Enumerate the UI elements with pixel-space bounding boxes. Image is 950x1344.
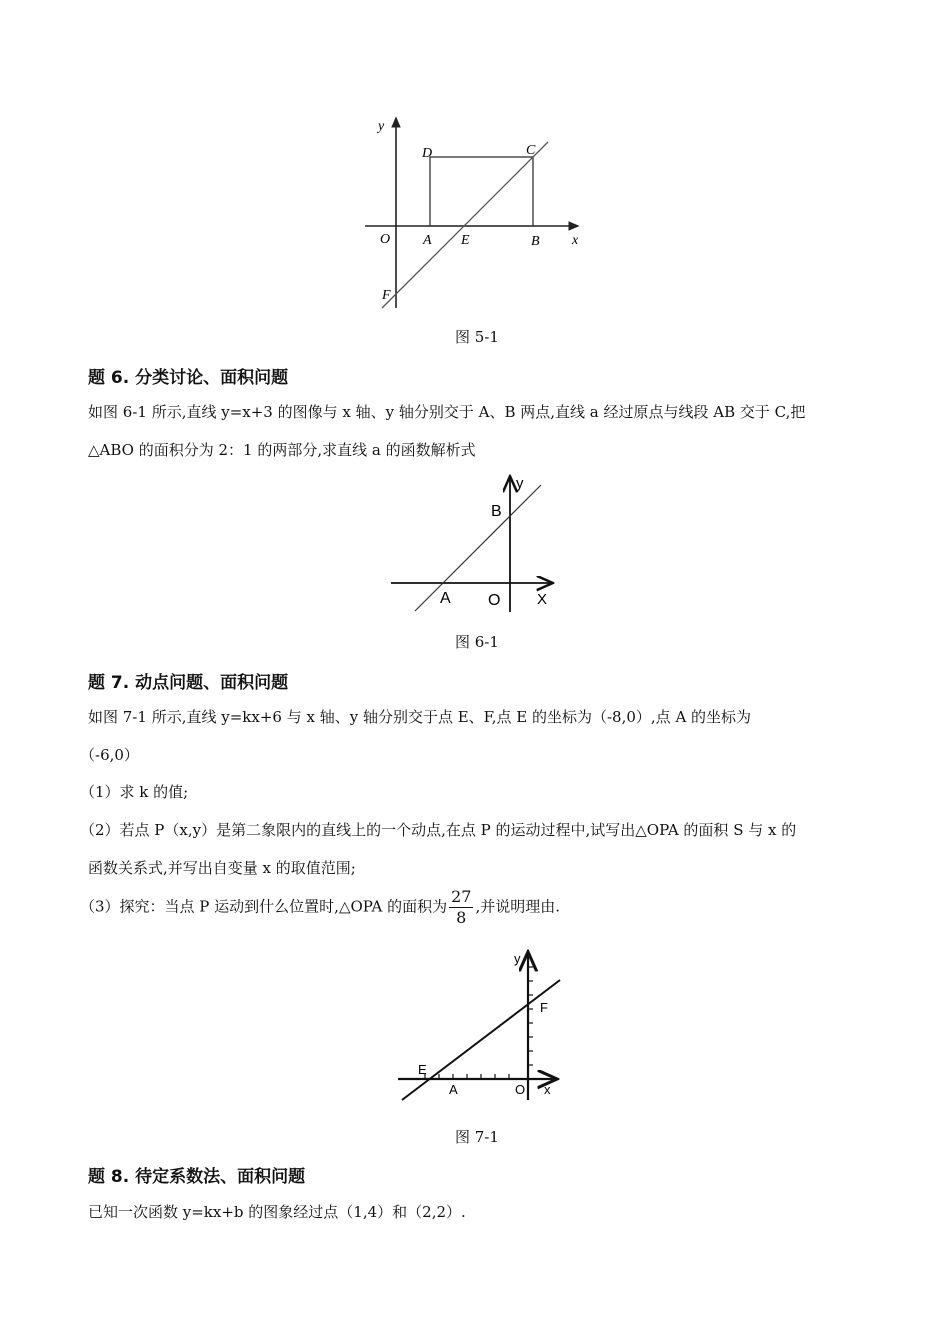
problem-7-question-2a: （2）若点 P（x,y）是第二象限内的直线上的一个动点,在点 P 的运动过程中,试写出△OPA 的面积 S 与 x 的 [80, 821, 797, 839]
question-3-text: （3）探究：当点 P 运动到什么位置时,△OPA 的面积为 [80, 897, 448, 916]
problem-8-line-1: 已知一次函数 y=kx+b 的图象经过点（1,4）和（2,2）. [88, 1203, 466, 1221]
figure-5-1-caption: 图 5-1 [455, 328, 499, 346]
problem-7-question-1: （1）求 k 的值; [80, 783, 189, 801]
figure-6-1 [385, 472, 565, 617]
problem-8-heading: 题 8. 待定系数法、面积问题 [88, 1167, 306, 1187]
line-ab [415, 485, 541, 611]
label-d: D [422, 146, 433, 161]
label-y: y [516, 475, 524, 492]
label-b: B [491, 503, 502, 520]
line-ef [402, 980, 560, 1100]
problem-7-question-3 [80, 887, 560, 928]
label-e: E [418, 1062, 427, 1077]
label-y: y [514, 951, 521, 966]
label-x: X [537, 591, 548, 608]
fraction-numerator: 27 [451, 887, 472, 906]
line-fc [382, 142, 548, 308]
label-o: O [515, 1082, 526, 1097]
label-f: F [540, 1000, 548, 1015]
problem-6-line-2: △ABO 的面积分为 2：1 的两部分,求直线 a 的函数解析式 [88, 441, 476, 459]
label-x: x [544, 1082, 551, 1097]
fraction-denominator: 8 [456, 908, 467, 927]
question-3-tail: ,并说明理由. [475, 897, 560, 916]
label-a: A [423, 233, 432, 248]
label-f: F [382, 288, 391, 303]
figure-6-1-caption: 图 6-1 [455, 633, 499, 651]
label-o: O [380, 232, 391, 247]
fraction-27-8 [449, 887, 473, 928]
label-a: A [449, 1082, 458, 1097]
label-y: y [378, 119, 385, 134]
label-x: x [572, 233, 579, 248]
rectangle-abcd [430, 157, 533, 226]
figure-5-1 [360, 112, 590, 312]
problem-6-heading: 题 6. 分类讨论、面积问题 [88, 368, 289, 388]
label-c: C [526, 143, 536, 158]
problem-7-line-2: （-6,0） [80, 746, 139, 764]
label-a: A [440, 590, 451, 607]
problem-7-heading: 题 7. 动点问题、面积问题 [88, 673, 289, 693]
label-e: E [461, 233, 470, 248]
label-b: B [531, 234, 540, 249]
figure-7-1-caption: 图 7-1 [455, 1128, 499, 1146]
problem-7-question-2b: 函数关系式,并写出自变量 x 的取值范围; [88, 859, 356, 877]
problem-7-line-1: 如图 7-1 所示,直线 y=kx+6 与 x 轴、y 轴分别交于点 E、F,点 E 的坐标为（-8,0）,点 A 的坐标为 [88, 708, 752, 726]
problem-6-line-1: 如图 6-1 所示,直线 y=x+3 的图像与 x 轴、y 轴分别交于 A、B 两点,直线 a 经过原点与线段 AB 交于 C,把 [88, 403, 806, 421]
figure-7-1 [390, 948, 570, 1106]
label-o: O [488, 592, 501, 609]
